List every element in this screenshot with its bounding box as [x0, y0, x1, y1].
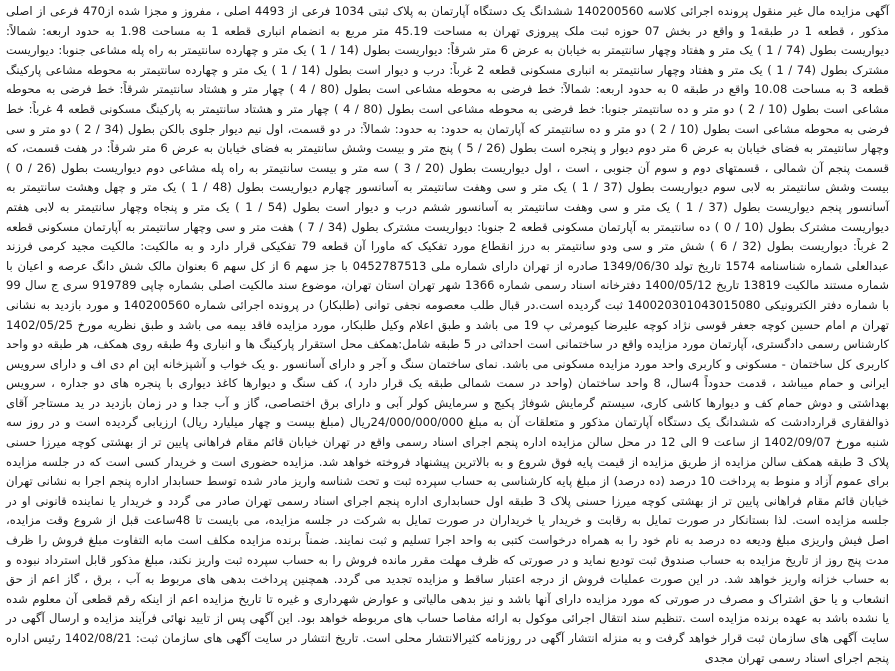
auction-notice-body: آگهی مزایده مال غیر منقول پرونده اجرائی کلاسه 140200560 ششدانگ یک دستگاه آپارتمان به پلاک ثبتی 1034 فرعی از 4493 اصلی ، مفروز و مجزا شده از470 فرعی از اصلی مذکور ، قطعه 1 در طبقه1 و واقع در بخش 07 حوزه ثبت ملک پیروزی تهران به مساحت 45.19 متر مربع به انضمام انباری قطعه 1 به مساحت 1.98 به حدود اربعه: شمالاً: دیواریست بطول (74 / 1 ) یک متر و هفتاد وچهار سانتیمتر به خیابان به عرض 6 متر شرقاً: دیواریست بطول (14 / 1 ) یک متر و چهارده سانتیمتر به راه پله مشاعی جنوبا: دیواریست مشترک بطول (74 / 1 ) یک متر و هفتاد وچهار سانتیمتر به انباری مسکونی قطعه 2 غرباً: درب و دیوار است بطول (14 / 1 ) یک متر و چهارده سانتیمتر به محوطه مشاعی پارکینگ قطعه 3 به مساحت 10.08 واقع در طبقه 0 به حدود اربعه: شمالاً: خط فرضی به محوطه مشاعی است بطول (80 / 4 ) چهار متر و هشتاد سانتیمتر شرقاً: خط فرضی به محوطه مشاعی است بطول (10 / 2 ) دو متر و ده سانتیمتر جنوبا: خط فرضی به محوطه مشاعی است بطول (80 / 4 ) چهار متر و هشتاد سانتیمتر به پارکینگ مسکونی قطعه 4 غرباً: خط فرضی به محوطه مشاعی است بطول (10 / 2 ) دو متر و ده سانتیمتر که آپارتمان به حدود: به حدود: شمالاً: در دو قسمت، اول نیم دیوار جلوی بالکن بطول (34 / 2 ) دو متر و سی وچهار سانتیمتر به فضای خیابان به عرض 6 متر دوم دیوار و پنجره است بطول (26 / 5 ) پنج متر و بیست وشش سانتیمتر به فضای خیابان به عرض 6 متر شرقاً: در هفت قسمت، که قسمت پنجم آن شمالی ، قسمتهای دوم و سوم آن جنوبی ، است ، اول دیواریست بطول (20 / 3 ) سه متر و بیست سانتیمتر به راه پله مشاعی دوم دیواریست بطول (26 / 0 ) بیست وشش سانتیمتر به لابی سوم دیواریست بطول (37 / 1 ) یک متر و سی وهفت سانتیمتر به آسانسور چهارم دیواریست بطول (48 / 1 ) یک متر و چهل وهشت سانتیمتر به آسانسور پنجم دیواریست بطول (37 / 1 ) یک متر و سی وهفت سانتیمتر به آسانسور ششم درب و دیوار است بطول (54 / 1 ) یک متر و پنجاه وچهار سانتیمتر به لابی هفتم دیواریست مشترک بطول (10 / 0 ) ده سانتیمتر به آپارتمان مسکونی قطعه 2 جنوبا: دیواریست مشترک بطول (34 / 7 ) هفت متر و سی وچهار سانتیمتر به آپارتمان مسکونی قطعه 2 غرباً: دیواریست بطول (32 / 6 ) شش متر و سی ودو سانتیمتر به درز انقطاع مورد تفکیک که ماورا آن قطعه 79 تفکیکی قرار دارد و به مالکیت: مالکیت مجید کرمی فرزند عبدالعلی شماره شناسنامه 1574 تاریخ تولد 1349/06/30 صادره از تهران دارای شماره ملی 0452787513 با جز سهم 6 از کل سهم 6 بعنوان مالک شش دانگ عرصه و اعیان با شماره مستند مالکیت 13819 تاریخ 1400/05/12 دفترخانه اسناد رسمی شماره 1366 شهر تهران استان تهران، موضوع سند مالکیت اصلی بشماره چاپی 919789 سری ج سال 99 با شماره دفتر الکترونیکی 140020301043015080 ثبت گردیده است.در قبال طلب معصومه نجفی توانی (طلبکار) در پرونده اجرائی شماره 140200560 و مورد بازدید به نشانی تهران م امام حسین کوچه جعفر قوسی نژاد کوچه علیرضا کیومرثی پ 19 می باشد و طبق اعلام وکیل طلبکار، مورد مزایده فاقد بیمه می باشد و طبق نظریه مورخ 1402/05/25 کارشناس رسمی دادگستری، آپارتمان مورد مزایده واقع در ساختمانی است احداثی در 5 طبقه شامل:همکف محل استقرار پارکینگ ها و انباری و4 طبقه روی همکف، هر طبقه دو واحد کاربری کل ساختمان - مسکونی و کاربری واحد مورد مزایده مسکونی می باشد. نمای ساختمان سنگ و آجر و دارای آسانسور .و یک خواب و آشپزخانه اپن ام دی اف و دارای سرویس ایرانی و حمام میباشد ، قدمت حدوداً 4سال، 8 واحد ساختمان (واحد در سمت شمالی طبقه یک قرار دارد )، کف سنگ و دیوارها کاغذ دیواری با پنجره های دو جداره ، سرویس بهداشتی و دوش حمام کف و دیوارها کاشی کاری، سیستم گرمایش شوفاژ پکیج و سرمایش کولر آبی و دارای برق اختصاصی، گاز و آب جدا و در زمان بازدید در ید مستاجر آقای ذوالفقاری قراردادشت که ششدانگ یک دستگاه آپارتمان مذکور و متعلقات آن به مبلغ 24/000/000/000ریال (مبلغ بیست و چهار میلیارد ریال) ارزیابی گردیده است و در روز سه شنبه مورخ 1402/09/07 از ساعت 9 الی 12 در محل سالن مزایده اداره پنجم اجرای اسناد رسمی واقع در تهران خیابان قائم مقام فراهانی پایین تر از بهشتی کوچه میرزا حسنی پلاک 3 طبقه همکف سالن مزایده از طریق مزایده از قیمت پایه فوق شروع و به بالاترین پیشنهاد فروخته خواهد شد. مزایده حضوری است و خریدار کسی است که در جلسه مزایده برای عموم آزاد و منوط به پرداخت 10 درصد (ده درصد) از مبلغ پایه کارشناسی به حساب سپرده ثبت و تحت شناسه واریز مادر شده توسط حسابدار اداره پنجم اجرا به نشانی تهران خیابان قائم مقام فراهانی پایین تر از بهشتی کوچه میرزا حسنی پلاک 3 طبقه اول حسابداری اداره پنجم اجرای اسناد رسمی تهران صادر می گردد و خریدار یا نماینده قانونی او در جلسه مزایده است. لذا بستانکار در صورت تمایل به رقابت و خریدار یا خریداران در صورت تمایل به شرکت در جلسه مزایده، می بایست تا 48ساعت قبل از شروع وقت مزایده، اصل فیش واریزی مبلغ ودیعه ده درصد به نام خود را به همراه درخواست کتبی به واحد اجرا تسلیم و ثبت نمایند. ضمناً برنده مزایده مکلف است مابه التفاوت مبلغ فروش را ظرف مدت پنج روز از تاریخ مزایده به حساب صندوق ثبت تودیع نماید و در صورتی که ظرف مهلت مقرر مانده فروش را به حساب سپرده ثبت واریز نکند، مبلغ مذکور قابل استرداد نبوده و به حساب خزانه واریز خواهد شد. در این صورت عملیات فروش از درجه اعتبار ساقط و مزایده تجدید می گردد. همچنین پرداخت بدهی های مربوط به آب ، برق ، گاز اعم از حق انشعاب و یا حق اشتراک و مصرف در صورتی که مورد مزایده دارای آنها باشد و نیز بدهی مالیاتی و عوارض شهرداری و غیره تا تاریخ مزایده اعم از اینکه رقم قطعی آن معلوم شده یا نشده باشد به عهده برنده مزایده است .تنظیم سند انتقال اجرائی موکول به ارائه مفاصا حساب های مربوطه خواهد بود. این آگهی پس از تایید نهائی فرآیند مزایده و ارسال آگهی در سایت آگهی های سازمان ثبت قرار خواهد گرفت و به منزله انتشار آگهی در روزنامه کثیرالانتشار محلی است. تاریخ انتشار در سایت آگهی های سازمان ثبت: 1402/08/21 رئیس اداره پنجم اجرای اسناد رسمی تهران مجدی — [6, 4, 890, 665]
auction-notice-text — [6, 2, 889, 668]
